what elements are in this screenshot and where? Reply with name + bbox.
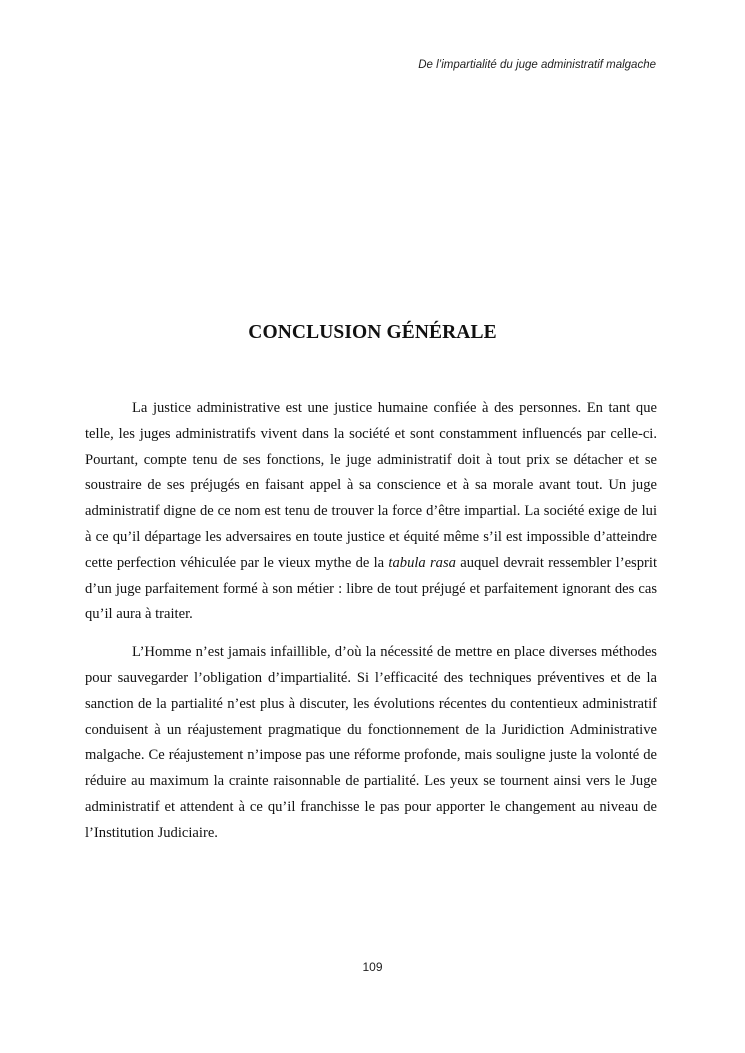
running-header: De l’impartialité du juge administratif malgache — [418, 59, 656, 71]
paragraph-1-text-start: La justice administrative est une justice humaine confiée à des personnes. En tant que telle, les juges administratifs vivent dans la société et sont constamment influencés par celle-ci. Pourtant, compte tenu de ses fonctions, le juge administratif doit à tout prix se détacher et se soustraire de ses préjugés en faisant appel à sa conscience et à sa morale avant tout. Un juge administratif digne de ce nom est tenu de trouver la force d’être impartial. La société exige de lui à ce qu’il départage les adversaires en toute justice et équité même s’il est impossible d’atteindre cette perfection véhiculée par le vieux mythe de la — [85, 400, 657, 571]
paragraph-1-text-end: auquel devrait ressembler l’esprit d’un juge parfaitement formé à son métier : libre de tout préjugé et parfaitement ignorant des cas qu’il aura à traiter. — [85, 554, 658, 623]
page-number: 109 — [362, 960, 383, 974]
body-text — [85, 396, 657, 859]
chapter-title: CONCLUSION GÉNÉRALE — [248, 322, 497, 344]
paragraph-1 — [85, 396, 657, 628]
paragraph-1-italic-term: tabula rasa — [388, 554, 456, 571]
paragraph-2: L’Homme n’est jamais infaillible, d’où la nécessité de mettre en place diverses méthodes pour sauvegarder l’obligation d’impartialité. Si l’efficacité des techniques préventives et de la sanction de la partialité n’est plus à discuter, les évolutions récentes du contentieux administratif conduisent à un réajustement pragmatique du fonctionnement de la Juridiction Administrative malgache. Ce réajustement n’impose pas une réforme profonde, mais souligne juste la volonté de réduire au maximum la crainte raisonnable de partialité. Les yeux se tournent ainsi vers le Juge administratif et attendent à ce qu’il franchisse le pas pour apporter le changement au niveau de l’Institution Judiciaire. — [85, 644, 657, 841]
